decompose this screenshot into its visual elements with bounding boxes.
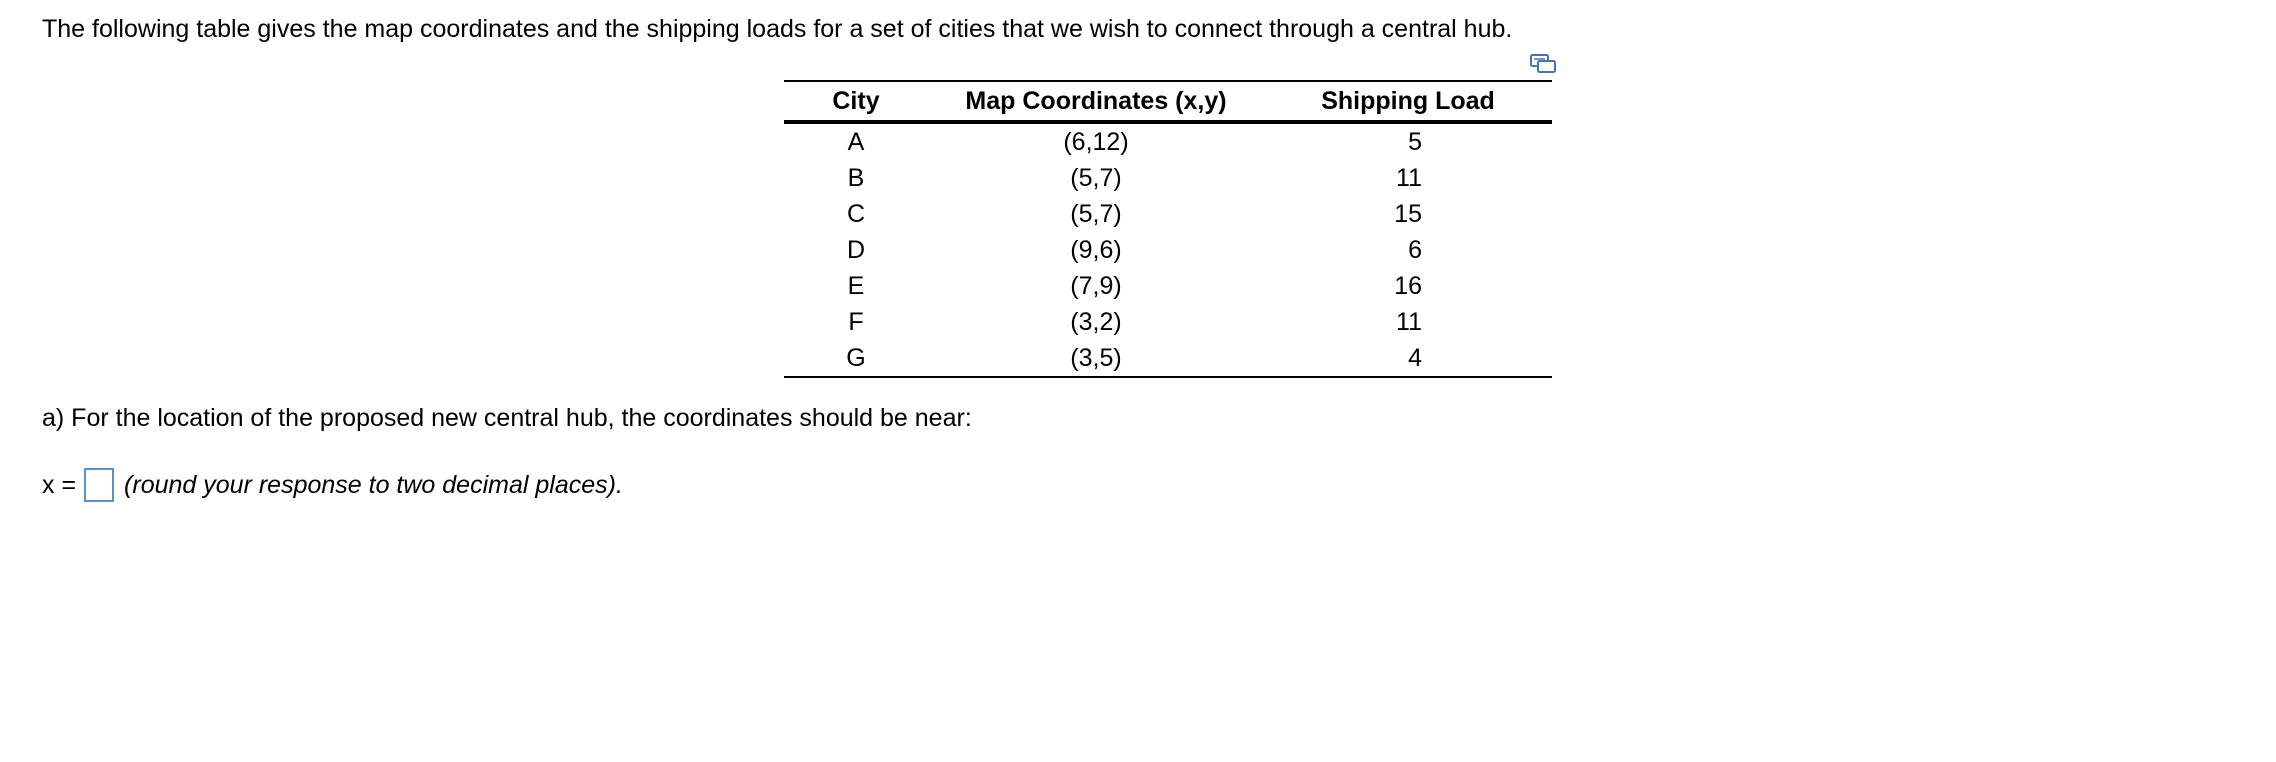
- cell-shipping-load: 15: [1394, 199, 1422, 228]
- cell-city: A: [847, 127, 865, 156]
- cell-city: B: [847, 163, 865, 192]
- cell-coordinates: (6,12): [1063, 127, 1129, 156]
- cell-shipping-load: 4: [1408, 343, 1422, 372]
- cell-shipping-load: 5: [1408, 127, 1422, 156]
- intro-text: The following table gives the map coordinates and the shipping loads for a set of cities that we wish to connect through a central hub.: [42, 15, 1513, 43]
- city-data-table: [784, 80, 1552, 378]
- copy-table-icon[interactable]: [1530, 54, 1556, 74]
- cell-coordinates: (3,5): [1070, 343, 1122, 372]
- cell-shipping-load: 11: [1396, 163, 1422, 192]
- table-row: [784, 304, 1552, 340]
- answer-x-input[interactable]: [84, 468, 114, 502]
- cell-city: E: [847, 271, 865, 300]
- cell-coordinates: (3,2): [1070, 307, 1122, 336]
- header-city: City: [832, 86, 880, 115]
- answer-hint: (round your response to two decimal places).: [124, 470, 623, 499]
- cell-coordinates: (5,7): [1070, 199, 1122, 228]
- table-row: [784, 268, 1552, 304]
- answer-x-label: x =: [42, 470, 77, 499]
- cell-shipping-load: 6: [1408, 235, 1422, 264]
- table-row: [784, 122, 1552, 160]
- cell-shipping-load: 11: [1396, 307, 1422, 336]
- table-header-row: [784, 81, 1552, 122]
- cell-city: C: [846, 199, 866, 228]
- table-row: [784, 232, 1552, 268]
- cell-coordinates: (9,6): [1070, 235, 1122, 264]
- cell-city: D: [846, 235, 866, 264]
- cell-city: G: [846, 343, 866, 372]
- table-row: [784, 160, 1552, 196]
- header-coordinates: Map Coordinates (x,y): [965, 86, 1227, 115]
- table-row: [784, 196, 1552, 232]
- table-row: [784, 340, 1552, 377]
- cell-coordinates: (7,9): [1070, 271, 1122, 300]
- header-shipping-load: Shipping Load: [1321, 86, 1495, 115]
- answer-row-x: [42, 465, 623, 505]
- cell-city: F: [848, 307, 864, 336]
- question-a-text: a) For the location of the proposed new central hub, the coordinates should be near:: [42, 404, 972, 432]
- cell-shipping-load: 16: [1394, 271, 1422, 300]
- cell-coordinates: (5,7): [1070, 163, 1122, 192]
